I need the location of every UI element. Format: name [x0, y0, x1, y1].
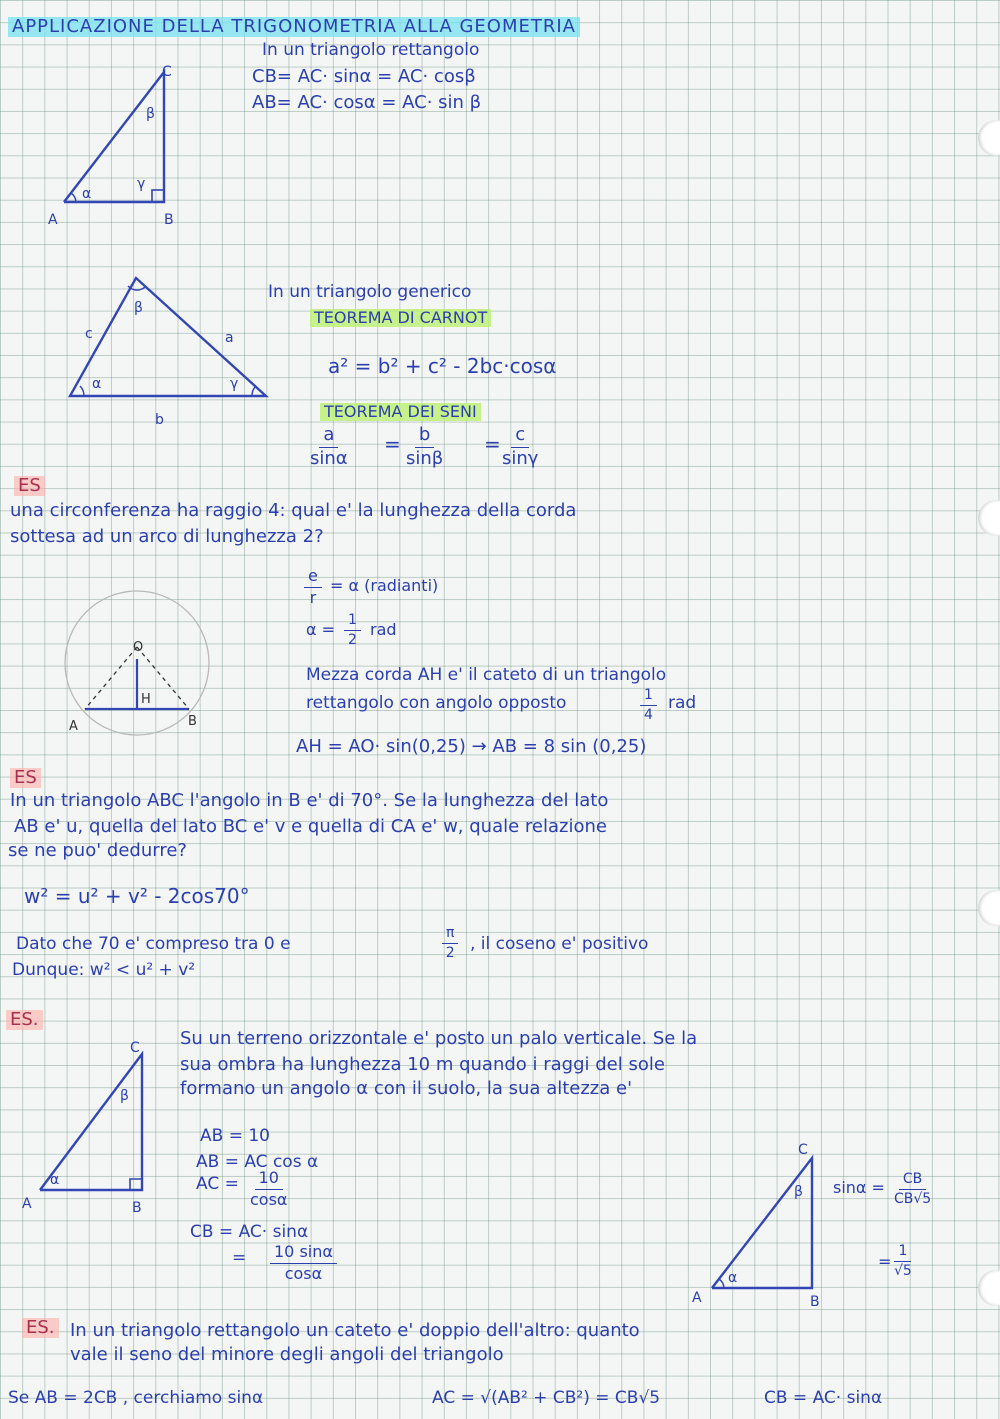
angle-label-alpha: α — [50, 1172, 60, 1188]
ex3-ab-cos: AB = AC cos α — [196, 1152, 319, 1172]
formula-cb: CB= AC· sinα = AC· cosβ — [252, 66, 476, 87]
ex4-sin-fraction — [894, 1172, 931, 1206]
right-triangle-figure — [40, 60, 190, 230]
vertex-label-b: B — [132, 1200, 142, 1216]
ex1-alpha-fraction — [344, 613, 361, 647]
ex4-eq-fraction — [894, 1244, 912, 1278]
sines-fraction-a-den: sinα — [310, 447, 348, 469]
sines-fraction-b — [406, 426, 443, 469]
es-label: ES — [14, 476, 45, 496]
side-label-a: a — [225, 330, 234, 346]
ex3-ac-num: 10 — [255, 1170, 283, 1190]
right-triangle-heading: In un triangolo rettangolo — [262, 40, 480, 60]
ex4-eq-num: 1 — [894, 1244, 911, 1262]
ex2-since-fraction — [442, 926, 458, 960]
ex1-note-den: 4 — [644, 706, 653, 723]
ex4-bottom-right: CB = AC· sinα — [764, 1388, 883, 1408]
ex3-text-line2: sua ombra ha lunghezza 10 m quando i raggi del sole — [180, 1054, 665, 1075]
ex3-cb2-num: 10 sinα — [270, 1244, 337, 1264]
ex2-text-line1: In un triangolo ABC l'angolo in B e' di 70°. Se la lunghezza del lato — [10, 790, 609, 811]
ex1-text-line1: una circonferenza ha raggio 4: qual e' la lunghezza della corda — [10, 500, 577, 521]
punch-hole — [978, 120, 1000, 156]
ex1-alpha-unit: rad — [370, 620, 397, 639]
circle-chord-figure — [55, 585, 225, 735]
ex4-bottom-mid: AC = √(AB² + CB²) = CB√5 — [432, 1388, 661, 1408]
sines-fraction-a-num: a — [319, 426, 338, 448]
ex3-ac-fraction — [250, 1170, 287, 1209]
angle-label-alpha: α — [728, 1270, 738, 1286]
formula-ab: AB= AC· cosα = AC· sin β — [252, 92, 482, 113]
sines-fraction-c — [502, 426, 538, 469]
vertex-label-c: C — [162, 64, 172, 80]
vertex-label-a: A — [22, 1196, 32, 1212]
angle-label-alpha: α — [82, 186, 92, 202]
point-label-b: B — [188, 714, 197, 729]
generic-triangle-heading: In un triangolo generico — [268, 282, 472, 302]
vertex-label-c: C — [130, 1040, 140, 1056]
vertex-label-a: A — [692, 1290, 702, 1306]
es-label: ES. — [22, 1318, 59, 1338]
vertex-label-b: B — [810, 1294, 820, 1310]
angle-label-beta: β — [146, 106, 155, 122]
ex1-ratio-fraction — [304, 568, 322, 607]
point-label-h: H — [141, 692, 151, 707]
ex4-sin-prefix: sinα = — [833, 1178, 885, 1197]
ex1-alpha-num: 1 — [344, 613, 361, 631]
angle-label-alpha: α — [92, 376, 102, 392]
ex2-text-line2: AB e' u, quella del lato BC e' v e quella di CA e' w, quale relazione — [14, 816, 607, 837]
angle-label-beta: β — [794, 1184, 803, 1200]
angle-label-beta: β — [134, 300, 143, 316]
ex2-since-prefix: Dato che 70 e' compreso tra 0 e — [16, 934, 291, 954]
ex4-eq-den: √5 — [894, 1262, 912, 1279]
ex3-ac-prefix: AC = — [196, 1174, 239, 1194]
ex3-cb2-fraction — [270, 1244, 337, 1283]
ex1-note-line1: Mezza corda AH e' il cateto di un triangolo — [306, 665, 667, 685]
side-label-c: c — [85, 326, 93, 342]
ex1-ratio-rest: = α (radianti) — [330, 576, 439, 595]
ex3-text-line3: formano un angolo α con il suolo, la sua altezza e' — [180, 1078, 633, 1099]
ex3-cb2-prefix: = — [232, 1248, 247, 1268]
angle-label-gamma: γ — [137, 176, 146, 192]
es-label: ES. — [6, 1010, 43, 1030]
sines-title: TEOREMA DEI SENI — [320, 403, 481, 421]
sines-fraction-b-den: sinβ — [406, 447, 444, 469]
ex4-text-line2: vale il seno del minore degli angoli del triangolo — [70, 1344, 504, 1365]
ex1-note-fraction — [640, 688, 657, 722]
punch-hole — [978, 890, 1000, 926]
punch-hole — [978, 1270, 1000, 1306]
ex1-alpha-prefix: α = — [306, 620, 336, 639]
ex3-text-line1: Su un terreno orizzontale e' posto un palo verticale. Se la — [180, 1028, 698, 1049]
ex4-text-line1: In un triangolo rettangolo un cateto e' doppio dell'altro: quanto — [70, 1320, 640, 1341]
vertex-label-a: A — [48, 212, 58, 228]
point-label-o: O — [133, 640, 144, 655]
punch-hole — [978, 500, 1000, 536]
ex3-ab: AB = 10 — [200, 1126, 270, 1146]
sines-fraction-a — [310, 426, 348, 469]
ex2-since-den: 2 — [445, 944, 455, 961]
ex4-sin-den: CB√5 — [894, 1190, 932, 1207]
ex1-alpha-den: 2 — [348, 631, 357, 648]
ex1-result: AH = AO· sin(0,25) → AB = 8 sin (0,25) — [296, 736, 647, 757]
angle-label-gamma: γ — [230, 376, 239, 392]
angle-label-beta: β — [120, 1088, 129, 1104]
carnot-title: TEOREMA DI CARNOT — [310, 309, 491, 327]
sines-fraction-c-den: sinγ — [502, 447, 539, 469]
vertex-label-c: C — [798, 1142, 808, 1158]
equals-sign: = — [484, 432, 501, 456]
ex1-note-line2-prefix: rettangolo con angolo opposto — [306, 693, 567, 713]
ex1-text-line2: sottesa ad un arco di lunghezza 2? — [10, 526, 324, 547]
sines-fraction-c-num: c — [511, 426, 529, 448]
page-title: APPLICAZIONE DELLA TRIGONOMETRIA ALLA GEOMETRIA — [8, 17, 580, 37]
sines-fraction-b-num: b — [415, 426, 434, 448]
side-label-b: b — [155, 412, 164, 428]
ex2-since-num: π — [442, 926, 458, 944]
equals-sign: = — [384, 432, 401, 456]
pole-triangle-figure — [20, 1036, 160, 1216]
ex4-triangle-figure — [690, 1138, 830, 1318]
ex2-formula: w² = u² + v² - 2cos70° — [24, 884, 250, 908]
ex2-conclusion: Dunque: w² < u² + v² — [12, 960, 196, 980]
ex4-sin-num: CB — [899, 1172, 926, 1190]
ex4-bottom-left: Se AB = 2CB , cerchiamo sinα — [8, 1388, 264, 1408]
ex4-eq-prefix: = — [878, 1252, 892, 1271]
carnot-formula: a² = b² + c² - 2bc·cosα — [328, 354, 557, 378]
ex1-ratio-num: e — [304, 568, 322, 588]
ex1-note-unit: rad — [668, 693, 697, 713]
vertex-label-b: B — [164, 212, 174, 228]
ex3-ac-den: cosα — [250, 1189, 288, 1209]
point-label-a: A — [69, 719, 78, 734]
generic-triangle-figure — [60, 270, 280, 430]
ex3-cb2-den: cosα — [284, 1263, 323, 1283]
ex2-text-line3: se ne puo' dedurre? — [8, 840, 187, 861]
es-label: ES — [10, 768, 41, 788]
ex2-since-suffix: , il coseno e' positivo — [470, 934, 649, 954]
ex1-ratio-den: r — [309, 587, 317, 607]
ex1-note-num: 1 — [640, 688, 657, 706]
ex3-cb1: CB = AC· sinα — [190, 1222, 309, 1242]
